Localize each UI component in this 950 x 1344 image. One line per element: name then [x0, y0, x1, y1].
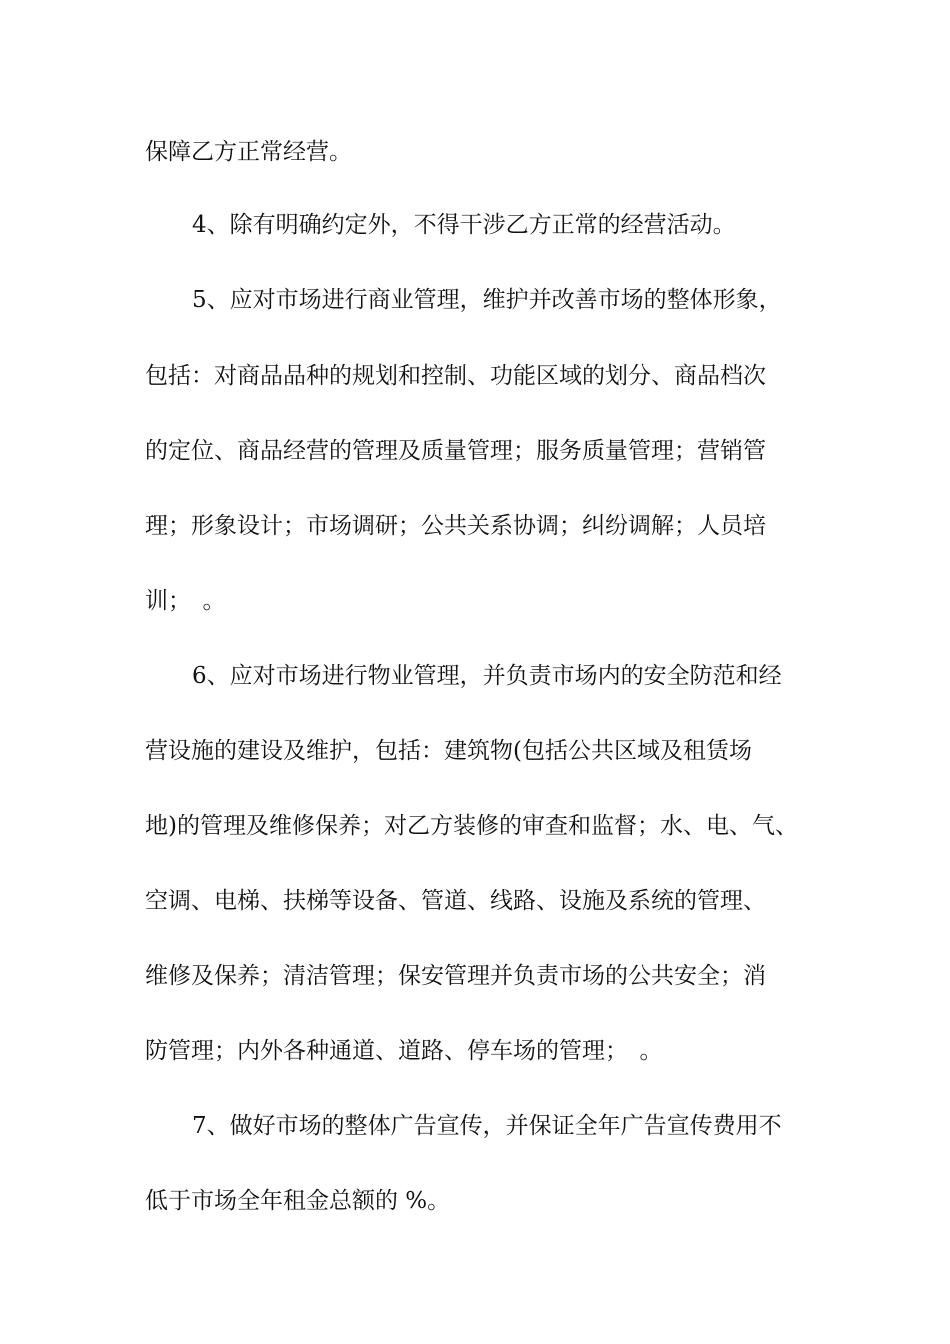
clause-5-line-5: 训； 。: [145, 588, 226, 614]
clause-7-line-2: 低于市场全年租金总额的 %。: [145, 1188, 451, 1214]
clause-5-line-3: 的定位、商品经营的管理及质量管理；服务质量管理；营销管: [145, 438, 766, 464]
clause-6-line-4: 空调、电梯、扶梯等设备、管道、线路、设施及系统的管理、: [145, 888, 766, 914]
clause-6-line-1: 6、应对市场进行物业管理，并负责市场内的安全防范和经: [192, 663, 782, 689]
text-line-1: 保障乙方正常经营。: [145, 139, 352, 165]
clause-5-line-2: 包括：对商品品种的规划和控制、功能区域的划分、商品档次: [145, 363, 766, 389]
clause-5-line-4: 理；形象设计；市场调研；公共关系协调；纠纷调解；人员培: [145, 513, 766, 539]
clause-7-line-1: 7、做好市场的整体广告宣传，并保证全年广告宣传费用不: [192, 1113, 782, 1139]
clause-5-line-1: 5、应对市场进行商业管理，维护并改善市场的整体形象，: [192, 287, 782, 313]
clause-6-line-3: 地)的管理及维修保养；对乙方装修的审查和监督；水、电、气、: [145, 813, 798, 839]
clause-4: 4、除有明确约定外，不得干涉乙方正常的经营活动。: [192, 212, 736, 238]
clause-6-line-2: 营设施的建设及维护，包括：建筑物(包括公共区域及租赁场: [145, 738, 752, 764]
clause-6-line-6: 防管理；内外各种通道、道路、停车场的管理； 。: [145, 1038, 663, 1064]
clause-6-line-5: 维修及保养；清洁管理；保安管理并负责市场的公共安全；消: [145, 963, 766, 989]
